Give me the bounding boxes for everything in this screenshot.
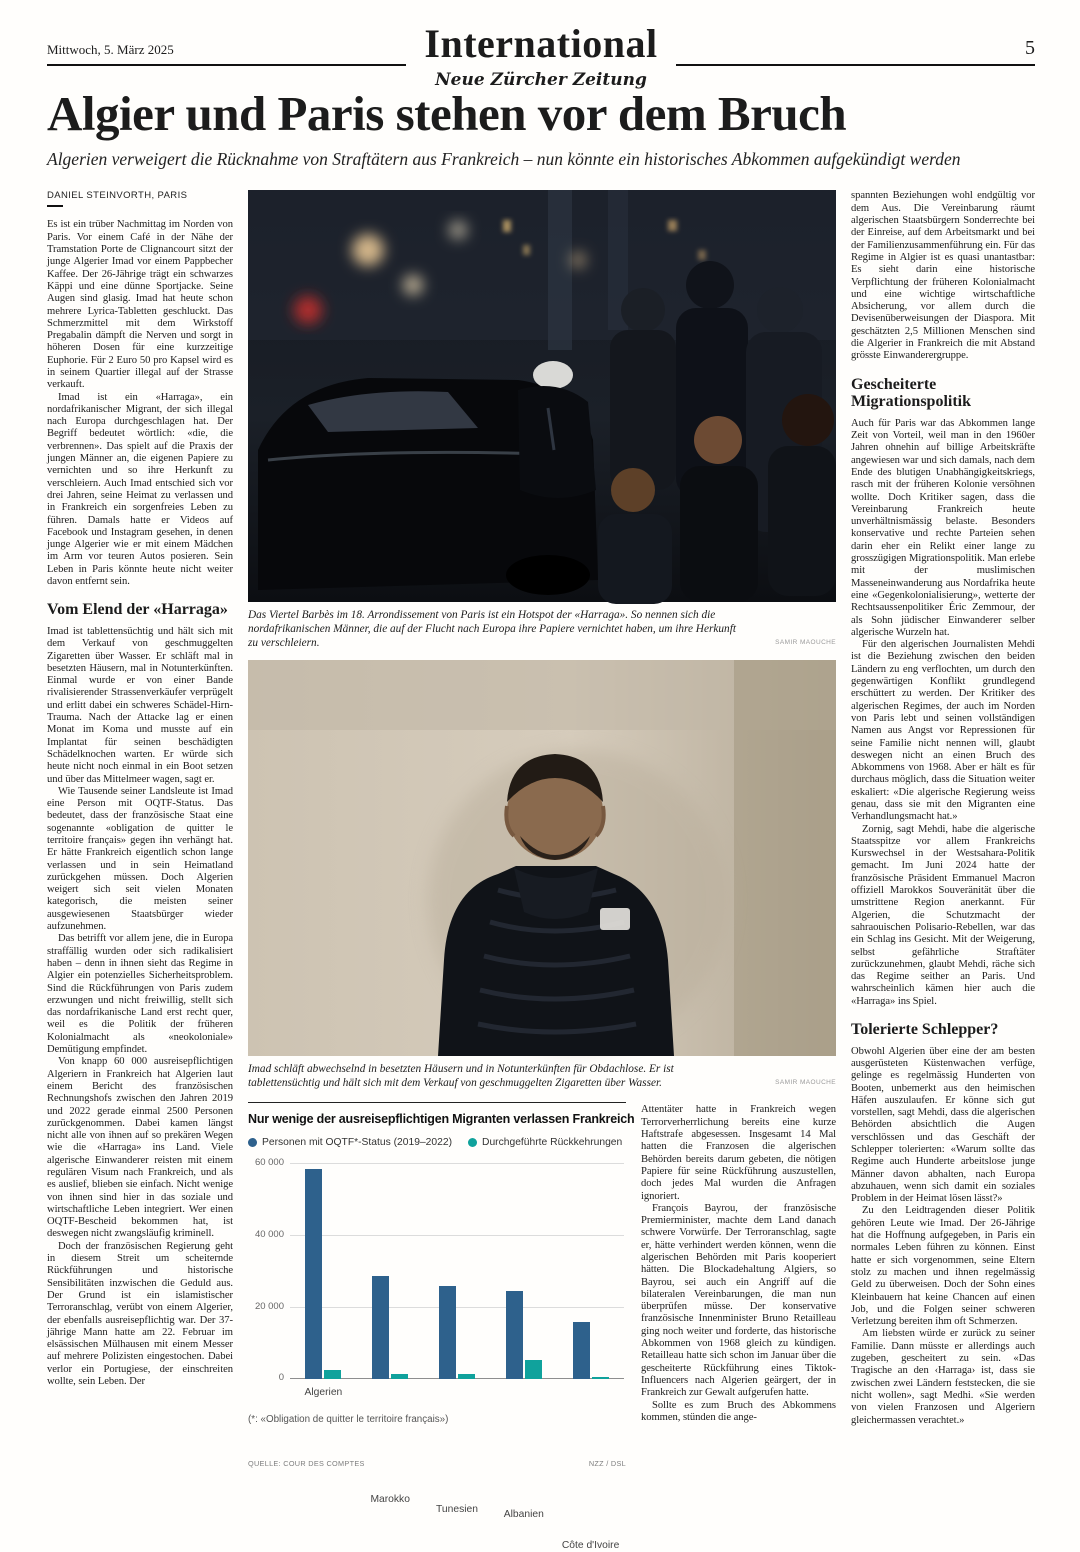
bar <box>305 1169 322 1380</box>
chart-credit: NZZ / DSL <box>588 1459 626 1469</box>
x-axis-tick: Marokko <box>370 1493 410 1505</box>
text-column-5 <box>851 190 1035 1520</box>
body-paragraph: Sollte es zum Bruch des Abkommens kommen, stünden die ange- <box>641 1399 836 1423</box>
legend-label: Personen mit OQTF*-Status (2019–2022) <box>262 1137 453 1149</box>
photo-credit-1: SAMIR MAOUCHE <box>775 639 836 647</box>
headline: Algier und Paris stehen vor dem Bruch <box>47 86 847 141</box>
subtitle: Algerien verweigert die Rücknahme von Straftätern aus Frankreich – nun könnte ein historisches Abkommen aufgekündigt werden <box>47 149 961 170</box>
subheading-migrationspolitik: Gescheiterte Migrationspolitik <box>851 375 972 411</box>
body-paragraph: Auch für Paris war das Abkommen lange Zeit von Vorteil, weil man in den 1960er Jahren ohnehin auf billige Arbeitskräfte angewiesen war und sich damals, nach dem Ende des blutigen Unabhängigkeitskriegs, rasch mit der früheren Kolonie versöhnen wollte. Doch Kritiker sagen, dass die Vereinbarung Frankreich heute unverhältnismässig belaste. Besonders konservative und rechte Parteien sehen darin eher ein Relikt einer lange zu grosszügigen Migrationspolitik. Man erlebe mit der muslimischen Masseneinwanderung aus Nordafrika heute eine «Gegenkolonialisierung», wetterte der Rechtsaussenpolitiker Éric Zemmour, der als Sohn jüdischer Einwanderer selber algerische Wurzeln hat. <box>851 417 1035 638</box>
body-paragraph: Wie Tausende seiner Landsleute ist Imad eine Person mit OQTF-Status. Das bedeutet, dass der französische Staat eine sogenannte «obligation de quitter le territoire français» gegen ihn verhängt hat. Er hätte Frankreich eigentlich schon lange verlassen und in sein Heimatland zurückgehen müssen. Doch Algerien weigert sich seit vielen Monaten kategorisch, die meisten seiner ausgewiesenen Staatsbürger wieder aufzunehmen. <box>47 785 233 933</box>
body-paragraph: Es ist ein trüber Nachmittag im Norden von Paris. Vor einem Café in der Nähe der Tramstation Porte de Clignancourt sitzt der junge Algerier Imad vor einem Pappbecher Kaffee. Der 26-Jährige trägt ein schwarzes Käppi und eine dünne Sportjacke. Seine Augen sind glasig. Imad hat heute schon mehrere Lyrica-Tabletten geschluckt. Das Schmerzmittel mit dem Wirkstoff Pregabalin dämpft die Nerven und sorgt in höheren Dosen für eine kurzzeitige Euphorie. Für 2 Euro 50 pro Kapsel wird es in seinem Quartier illegal auf der Strasse verkauft. <box>47 219 233 391</box>
legend-item <box>248 1137 452 1148</box>
bar <box>573 1322 590 1379</box>
body-paragraph: Doch der französischen Regierung geht in diesem Streit um scheiternde Rückführungen und historische Sensibilitäten inzwischen die Geduld aus. Der Grund ist ein islamistischer Terroranschlag, verübt von einem Algerier, der ebenfalls ausreisepflichtig war. Der 37-jährige Mann hatte am 22. Februar im elsässischen Mülhausen mit einem Messer auf mehrere Polizisten eingestochen. Dabei verlor ein Portugiese, der einschreiten wollte, sein Leben. Der <box>47 1240 233 1388</box>
article-body <box>47 190 1035 1552</box>
bar <box>592 1377 609 1379</box>
legend-dot-icon <box>468 1138 477 1147</box>
paragraph-group <box>47 219 233 588</box>
text-column-1 <box>47 190 233 1520</box>
photo-barbes-night <box>248 190 836 650</box>
body-paragraph: Das betrifft vor allem jene, die in Europa straffällig wurden oder sich radikalisiert haben – denn in ihnen sieht das Regime in Algier ein potenzielles Sicherheitsproblem. Sind die Rückführungen von Paris zudem erzwungen und nicht freiwillig, stellt sich das nordafrikanische Land erst recht quer, weil es die Politik der früheren Kolonialmacht als «neokoloniale» Demütigung empfindet. <box>47 933 233 1056</box>
page-number: 5 <box>676 37 1035 66</box>
body-paragraph: Obwohl Algerien über eine der am besten ausgerüsteten Küstenwachen verfüge, gelinge es regelmässig Hunderten von Booten, unbemerkt aus den heimischen Häfen auszulaufen. Er könne sich gut vorstellen, sagt Mehdi, dass die algerischen Behörden absichtlich die Augen verschlössen und das Geschäft der Schlepper tolerierten: «Warum sollte das Regime auch Hunderte arbeitslose junge Männer davon abhalten, nach Europa abzuhauen, wenn sich damit ein soziales Problem in der Heimat lösen lässt?» <box>851 1045 1035 1205</box>
bar-pair <box>439 1286 475 1379</box>
paragraph-group <box>851 1046 1035 1427</box>
body-paragraph: Imad ist tablettensüchtig und hält sich mit dem Verkauf von geschmuggelten Zigaretten über Wasser. Er schläft mal in besetzten Häusern, mal in Notunterkünften. Einmal wurde er von einer Bande rivalisierender Strassenverkäufer verprügelt und erlitt dabei ein schweres Schädel-Hirn-Trauma. Nach der Attacke lag er einen Monat im Koma und musste auf ein Implantat für seinen beschädigten Schädelknochen warten. Er würde sich heute nicht noch einmal in ein Boot setzen und über das Mittelmeer wagen, sagt er. <box>47 625 233 785</box>
chart-title: Nur wenige der ausreisepflichtigen Migranten verlassen Frankreich <box>248 1112 635 1127</box>
x-axis-tick: Tunesien <box>436 1504 478 1516</box>
y-axis-tick: 20 000 <box>254 1300 284 1312</box>
byline: DANIEL STEINVORTH, PARIS <box>47 190 233 207</box>
bar-group <box>503 1291 544 1520</box>
x-axis-tick: Côte d'Ivoire <box>561 1540 620 1552</box>
body-paragraph: Für den algerischen Journalisten Mehdi ist die Beziehung zwischen den beiden Ländern zu eng verflochten, um durch den gegenwärtigen Konflikt grundlegend erschüttert zu werden. Der Kritiker des algerischen Regimes, der auch im Norden von Paris lebt und seinen vollständigen Namen aus Angst vor Repressionen für seine Familie nicht nennen will, glaubt deswegen nicht an einen Bruch des Abkommens von 1968. Aber er hält es für durchaus möglich, dass die Situation weiter eskaliert: «Die algerische Regierung weiss genau, dass sie mit den Migranten eine Verhandlungsmacht hat.» <box>851 639 1035 823</box>
mid-bottom-row <box>248 1102 836 1552</box>
subheading-harraga: Vom Elend der «Harraga» <box>47 601 228 619</box>
bar <box>458 1374 475 1379</box>
body-paragraph: François Bayrou, der französische Premierminister, machte dem Land danach schwere Vorwürfe. Der Terroranschlag, sagte er, hätte verhindert werden können, wenn die algerischen Behörden mit Paris kooperiert hätten. Die Blockadehaltung Algiers, so Bayrou, sei auch ein Angriff auf die bilateralen Vereinbarungen, die man nun überprüfen müsse. Der konservative französische Innenminister Bruno Retailleau ging noch weiter und forderte, das historische Abkommen von 1968 gleich zu kündigen. Retailleau hatte sich schon im Januar über die gescheiterte Rückführung eines Tiktok-Influencers nach Algerien geärgert, der in Frankreich zur Gewalt aufgerufen hatte. <box>641 1202 836 1399</box>
x-axis-tick: Albanien <box>503 1508 544 1520</box>
edition-date: Mittwoch, 5. März 2025 <box>47 42 406 66</box>
page-header <box>47 21 1035 90</box>
bar <box>525 1360 542 1379</box>
chart-footnote: (*: «Obligation de quitter le territoire français») <box>248 1414 449 1426</box>
byline-rule <box>47 205 63 207</box>
bar <box>324 1370 341 1379</box>
x-axis-tick: Algerien <box>304 1386 343 1398</box>
body-paragraph: Attentäter hatte in Frankreich wegen Terrorverherrlichung bereits eine kurze Haftstrafe abgesessen. Insgesamt 14 Mal hatten die Franzosen die algerischen Behörden bereits darum gebeten, die nötigen Papiere für seine Rückführung auszustellen, doch jedes Mal wurden die Anfragen ignoriert. <box>641 1104 836 1202</box>
paragraph-group <box>47 626 233 1388</box>
photo-credit-2: SAMIR MAOUCHE <box>775 1078 836 1086</box>
bar <box>391 1374 408 1379</box>
body-paragraph: Zornig, sagt Mehdi, habe die algerische Staatsspitze vor allem Frankreichs Kurswechsel in der Westsahara-Politik gemacht. Im Juni 2024 hatte der französische Präsident Emmanuel Macron offiziell Marokkos Souveränität über die umstrittene Region anerkannt. Für Algerien, die Schutzmacht der sahraouischen Polisario-Rebellen, war das ein Schlag ins Gesicht. Mit der Weigerung, selbst gefährliche Straftäter zurückzunehmen, glaubt Mehdi, räche sich das Regime seither an Paris. Und wahrscheinlich kämen hier auch die «Harraga» ins Spiel. <box>851 823 1035 1007</box>
photo-caption-1: Das Viertel Barbès im 18. Arrondissement von Paris ist ein Hotspot der «Harraga». So nennen sich die nordafrikanischen Männer, die auf der Flucht nach Europa ihre Papiere vernichtet haben, um ihre Herkunft zu verschleiern. SAMIR MAOUCHE <box>248 609 836 650</box>
legend-dot-icon <box>248 1138 257 1147</box>
body-paragraph: Imad ist ein «Harraga», ein nordafrikanischer Migrant, der sich illegal nach Europa durchgeschlagen hat. Der Begriff bedeutet wörtlich: «die, die verbrennen». Das spielt auf die Praxis der jungen Männer an, die eigenen Papiere zu vernichten und so ihre Herkunft zu verschleiern. Auch Imad entschied sich vor drei Jahren, seine Heimat zu verlassen und in Frankreich ein sorgenfreies Leben zu führen. Damals hatte er Videos auf Facebook und Instagram gesehen, in denen junge Algerier wie er mit einem Mädchen im Arm vor teuren Autos posieren. Sein Leben in Paris könnte heute nicht weiter davon entfernt sein. <box>47 391 233 588</box>
paragraph-group <box>851 190 1035 362</box>
bar-group <box>304 1169 343 1398</box>
bar <box>439 1286 456 1379</box>
bar <box>506 1291 523 1380</box>
bar <box>372 1276 389 1380</box>
legend-label: Durchgeführte Rückkehrungen <box>482 1137 623 1149</box>
bar-pair <box>506 1291 542 1380</box>
photo-imad-portrait <box>248 660 836 1091</box>
y-axis-tick: 60 000 <box>254 1157 284 1169</box>
chart-source-row <box>248 1459 626 1468</box>
text-column-4 <box>641 1102 836 1520</box>
body-paragraph: spannten Beziehungen wohl endgültig vor dem Aus. Die Vereinbarung räumt algerischen Staatsbürgern Sonderrechte bei der Einreise, auf dem Arbeitsmarkt und bei der Familienzusammenführung ein. Für das Regime in Algier ist es quasi unantastbar: Es sieht darin eine historische Verpflichtung der früheren Kolonialmacht und eine wichtige wirtschaftliche Absicherung, vor allem durch die Devisenüberweisungen der Diaspora. Mit geschätzten 2,5 Millionen Menschen sind die Algerier in Frankreich die mit Abstand grösste Einwanderergruppe. <box>851 190 1035 362</box>
legend-item <box>468 1137 622 1148</box>
body-paragraph: Am liebsten würde er zurück zu seiner Familie. Dann müsste er allerdings auch zugeben, gescheitert zu sein. «Das Tragische an den ‹Harraga› ist, dass sie zwischen zwei Ländern feststecken, die sie nicht wollen», sagt Medhi. «Sie werden von vielen Franzosen und Algeriern gleichermassen verachtet.» <box>851 1328 1035 1426</box>
bar-group <box>370 1276 410 1505</box>
middle-block <box>248 190 836 1552</box>
body-paragraph: Von knapp 60 000 ausreisepflichtigen Algeriern in Frankreich hat Algerien laut einem Bericht des französischen Rechnungshofs zwischen den Jahren 2019 und 2022 gerade einmal 2500 Personen zurückgenommen. Dabei kamen längst nicht alle von ihnen auf so prekären Wegen wie die «Harraga» ins Land. Viele algerische Einwanderer reisten mit einem regulären Visum nach Frankreich, und als es auslief, blieben sie einfach. Nicht wenige von ihnen sind hier in das soziale und wirtschaftliche Leben integriert. Wer einen OQTF-Bescheid bekommen hat, ist deswegen nicht zwangsläufig kriminell. <box>47 1056 233 1240</box>
y-axis-tick: 0 <box>278 1372 284 1384</box>
oqtf-bar-chart <box>248 1102 635 1552</box>
photo-caption-2: Imad schläft abwechselnd in besetzten Häusern und in Notunterkünften für Obdachlose. Er ist tablettensüchtig und hält sich mit dem Verkauf von geschmuggelten Zigaretten über Wasser. SAMIR MAOUCHE <box>248 1062 836 1089</box>
bar-pair <box>372 1276 408 1380</box>
subheading-schlepper: Tolerierte Schlepper? <box>851 1021 999 1039</box>
photo-imad-portrait-image <box>248 660 836 1056</box>
bar-pair <box>573 1322 609 1379</box>
chart-source: QUELLE: COUR DES COMPTES <box>248 1459 365 1469</box>
chart-legend <box>248 1137 626 1148</box>
photo-barbes-night-image <box>248 190 836 602</box>
section-title: International <box>424 21 658 66</box>
paragraph-group <box>851 418 1035 1008</box>
bar-pair <box>305 1169 341 1380</box>
body-paragraph: Zu den Leidtragenden dieser Politik gehören Leute wie Imad. Der 26-Jährige hat die Hoffnung aufgegeben, in Paris ein normales Leben führen zu können. Einst hatte er sich vorgenommen, seine Eltern stolz zu machen und ihnen regelmässig Geld zu überweisen. Doch der Sohn eines Kleinbauern hat keine Chancen auf einen Job, und die Folgen seiner schweren Verletzung bereiten ihm oft Schmerzen. <box>851 1205 1035 1328</box>
bar-group <box>436 1286 478 1516</box>
y-axis-tick: 40 000 <box>254 1229 284 1241</box>
masthead-logo: Neue Zürcher Zeitung <box>435 70 647 90</box>
article-head <box>47 88 1035 170</box>
